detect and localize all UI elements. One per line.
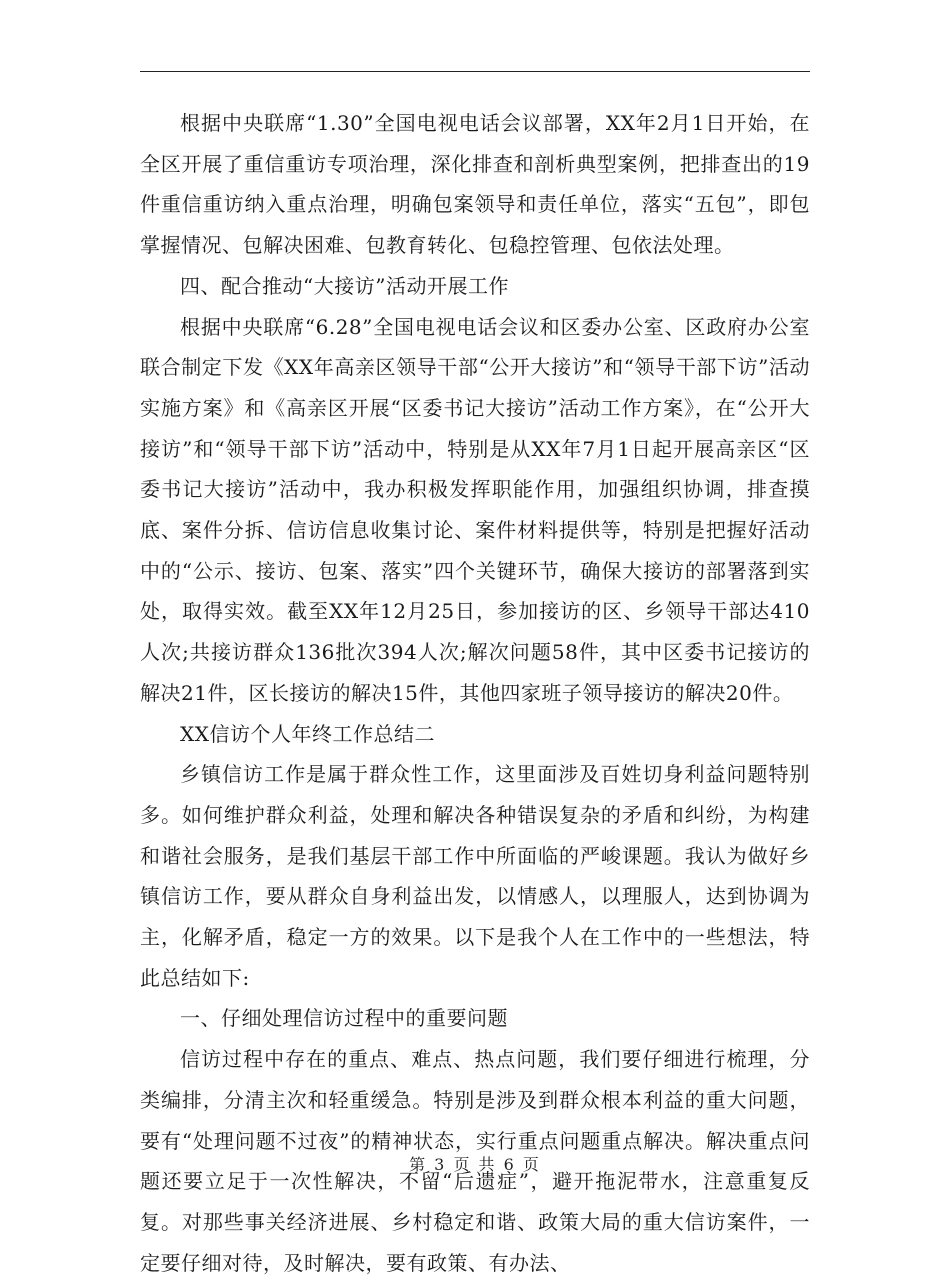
body-paragraph: 根据中央联席“6.28”全国电视电话会议和区委办公室、区政府办公室联合制定下发《XX年高亲区领导干部“公开大接访”和“领导干部下访”活动实施方案》和《高亲区开展“区委书记大接访”活动工作方案》，在“公开大接访”和“领导干部下访”活动中，特别是从XX年7月1日起开展高亲区“区委书记大接访”活动中，我办积极发挥职能作用，加强组织协调，排查摸底、案件分拆、信访信息收集讨论、案件材料提供等，特别是把握好活动中的“公示、接访、包案、落实”四个关键环节，确保大接访的部署落到实处，取得实效。截至XX年12月25日，参加接访的区、乡领导干部达410人次;共接访群众136批次394人次;解次问题58件，其中区委书记接访的解决21件，区长接访的解决15件，其他四家班子领导接访的解决20件。 <box>140 314 810 705</box>
section-heading: 一、仔细处理信访过程中的重要问题 <box>180 1006 508 1031</box>
page-number-footer: 第 3 页 共 6 页 <box>409 1155 541 1174</box>
section-heading: 四、配合推动“大接访”活动开展工作 <box>180 273 509 298</box>
body-paragraph: 信访过程中存在的重点、难点、热点问题，我们要仔细进行梳理，分类编排，分清主次和轻重缓急。特别是涉及到群众根本利益的重大问题，要有“处理问题不过夜”的精神状态，实行重点问题重点解决。解决重点问题还要立足于一次性解决，不留“后遗症”，避开拖泥带水，注意重复反复。对那些事关经济进展、乡村稳定和谐、政策大局的重大信访案件，一定要仔细对待，及时解决，要有政策、有办法、 <box>140 1047 810 1275</box>
document-title: XX信访个人年终工作总结二 <box>180 721 435 746</box>
body-paragraph: 乡镇信访工作是属于群众性工作，这里面涉及百姓切身利益问题特别多。如何维护群众利益，处理和解决各种错误复杂的矛盾和纠纷，为构建和谐社会服务，是我们基层干部工作中所面临的严峻课题。我认为做好乡镇信访工作，要从群众自身利益出发，以情感人，以理服人，达到协调为主，化解矛盾，稳定一方的效果。以下是我个人在工作中的一些想法，特此总结如下: <box>140 762 810 990</box>
document-body <box>140 103 810 1283</box>
body-paragraph: 根据中央联席“1.30”全国电视电话会议部署，XX年2月1日开始，在全区开展了重信重访专项治理，深化排查和剖析典型案例，把排查出的19件重信重访纳入重点治理，明确包案领导和责任单位，落实“五包”，即包掌握情况、包解决困难、包教育转化、包稳控管理、包依法处理。 <box>140 111 810 258</box>
header-rule <box>140 71 810 72</box>
